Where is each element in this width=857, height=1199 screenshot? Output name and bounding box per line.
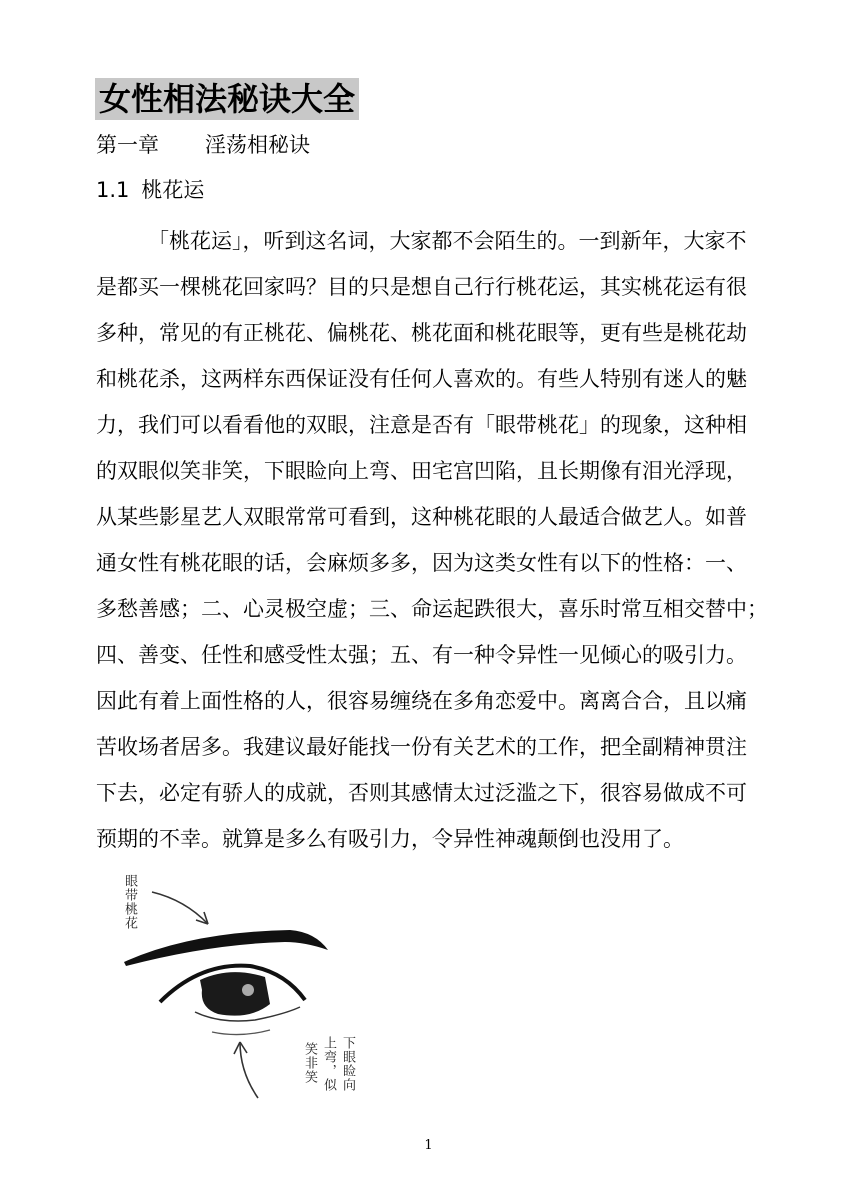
figure-label-top: 眼带桃花	[122, 874, 137, 930]
paragraph-line: 通女性有桃花眼的话，会麻烦多多，因为这类女性有以下的性格：一、	[96, 551, 747, 575]
paragraph-line: 四、善变、任性和感受性太强；五、有一种令异性一见倾心的吸引力。	[96, 643, 747, 667]
paragraph-line: 是都买一棵桃花回家吗？目的只是想自己行行桃花运，其实桃花运有很	[96, 275, 747, 299]
paragraph-line: 预期的不幸。就算是多么有吸引力，令异性神魂颠倒也没用了。	[96, 827, 684, 851]
iris-shape	[200, 972, 270, 1015]
body-paragraph	[96, 218, 796, 862]
section-heading	[96, 175, 204, 205]
paragraph-line: 苦收场者居多。我建议最好能找一份有关艺术的工作，把全副精神贯注	[96, 735, 747, 759]
chapter-heading	[96, 130, 310, 160]
paragraph-line: 多种，常见的有正桃花、偏桃花、桃花面和桃花眼等，更有些是桃花劫	[96, 321, 747, 345]
arrow-top-line	[152, 892, 208, 924]
paragraph-line: 从某些影星艺人双眼常常可看到，这种桃花眼的人最适合做艺人。如普	[96, 505, 747, 529]
figure-label-right-2: 上弯，似	[321, 1036, 336, 1092]
chapter-name: 淫荡相秘诀	[205, 133, 310, 157]
arrow-bottom-line	[240, 1042, 258, 1098]
page-number: 1	[424, 1138, 433, 1153]
section-name: 桃花运	[141, 178, 205, 202]
paragraph-line: 的双眼似笑非笑，下眼睑向上弯、田宅宫凹陷，且长期像有泪光浮现，	[96, 459, 747, 483]
eyebrow-shape	[124, 930, 328, 966]
paragraph-line: 和桃花杀，这两样东西保证没有任何人喜欢的。有些人特别有迷人的魅	[96, 367, 747, 391]
figure-label-right-1: 下眼睑向	[340, 1036, 355, 1092]
chapter-number: 第一章	[96, 133, 159, 157]
paragraph-line: 多愁善感；二、心灵极空虚；三、命运起跌很大，喜乐时常互相交替中；	[96, 597, 768, 621]
paragraph-line: 「桃花运」，听到这名词，大家都不会陌生的。一到新年，大家不	[148, 229, 747, 253]
paragraph-line: 因此有着上面性格的人，很容易缠绕在多角恋爱中。离离合合，且以痛	[96, 689, 747, 713]
eye-bag-line	[212, 1030, 270, 1035]
pupil-highlight	[242, 984, 254, 996]
document-title: 女性相法秘诀大全	[95, 78, 359, 120]
paragraph-line: 力，我们可以看看他的双眼，注意是否有「眼带桃花」的现象，这种相	[96, 413, 747, 437]
peach-blossom-eye-illustration	[100, 862, 370, 1122]
section-number: 1.1	[96, 178, 130, 202]
figure-label-right-3: 笑非笑	[302, 1042, 317, 1084]
paragraph-line: 下去，必定有骄人的成就，否则其感情太过泛滥之下，很容易做成不可	[96, 781, 747, 805]
